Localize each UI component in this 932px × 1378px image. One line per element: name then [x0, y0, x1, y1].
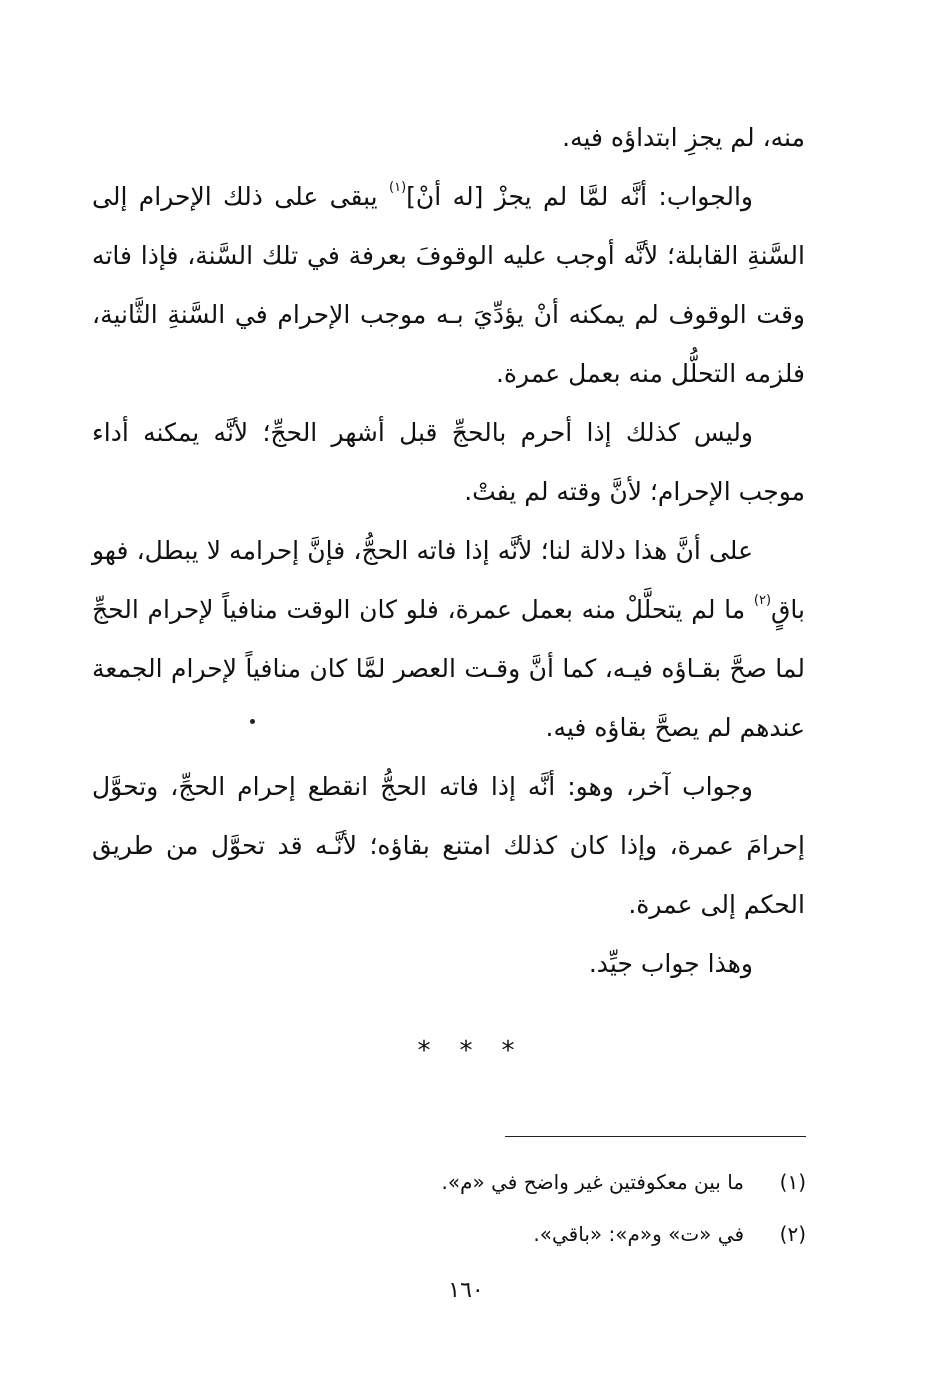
- paragraph-3: وليس كذلك إذا أحرم بالحجِّ قبل أشهر الحجِّ؛ لأنَّه يمكنه أداء موجب الإحرام؛ لأنَّ وقته لم يفتْ.: [92, 418, 805, 506]
- section-separator: [0, 1036, 932, 1066]
- paragraph-4-text-b: ما لم يتحلَّلْ منه بعمل عمرة، فلو كان الوقت منافياً لإحرام الحجِّ لما صحَّ بقـاؤه فيـه، كما أنَّ وقـت العصر لمَّا كان منافياً لإحرام الجمعة عندهم لم يصحَّ بقاؤه فيه.: [92, 595, 805, 742]
- separator-star-2: *: [459, 1036, 473, 1066]
- footnote-2-text: في «ت» و«م»: «باقي».: [533, 1222, 744, 1246]
- paragraph-4: [92, 521, 805, 757]
- paragraph-4-text-a: على أنَّ هذا دلالة لنا؛ لأنَّه إذا فاته الحجُّ، فإنَّ إحرامه لا يبطل، فهو باقٍ: [92, 536, 805, 624]
- stray-dot: [250, 719, 255, 724]
- footnote-1-number: (١): [779, 1170, 806, 1194]
- footnote-1-text: ما بين معكوفتين غير واضح في «م».: [441, 1170, 744, 1194]
- separator-star-1: *: [417, 1036, 431, 1066]
- footnote-divider: [505, 1136, 806, 1137]
- paragraph-1: منه، لم يجزِ ابتداؤه فيه.: [562, 123, 805, 152]
- paragraph-2-text-b: يبقى على ذلك الإحرام إلى السَّنةِ القابلة؛ لأنَّه أوجب عليه الوقوفَ بعرفة في تلك السَّنة، فإذا فاته وقت الوقوف لم يمكنه أنْ يؤدِّيَ بـه موجب الإحرام في السَّنةِ الثَّانية، فلزمه التحلُّل منه بعمل عمرة.: [92, 182, 805, 388]
- footnote-ref-1[interactable]: (١): [389, 180, 407, 195]
- footnote-ref-2[interactable]: (٢): [753, 593, 772, 608]
- page-number: ١٦٠: [448, 1278, 484, 1303]
- separator-star-3: *: [501, 1036, 515, 1066]
- footnote-2: [300, 1208, 806, 1260]
- footnotes: [300, 1156, 806, 1260]
- paragraph-5: وجواب آخر، وهو: أنَّه إذا فاته الحجُّ انقطع إحرام الحجِّ، وتحوَّل إحرامَ عمرة، وإذا كان كذلك امتنع بقاؤه؛ لأنَّـه قد تحوَّل من طريق الحكم إلى عمرة.: [92, 772, 805, 919]
- paragraph-2: [92, 167, 805, 403]
- footnote-2-number: (٢): [779, 1222, 806, 1246]
- paragraph-2-text-a: والجواب: أنَّه لمَّا لم يجزْ [له أنْ]: [406, 182, 753, 211]
- main-text-body: [92, 108, 805, 993]
- footnote-1: [300, 1156, 806, 1208]
- paragraph-6: وهذا جواب جيِّد.: [588, 949, 753, 978]
